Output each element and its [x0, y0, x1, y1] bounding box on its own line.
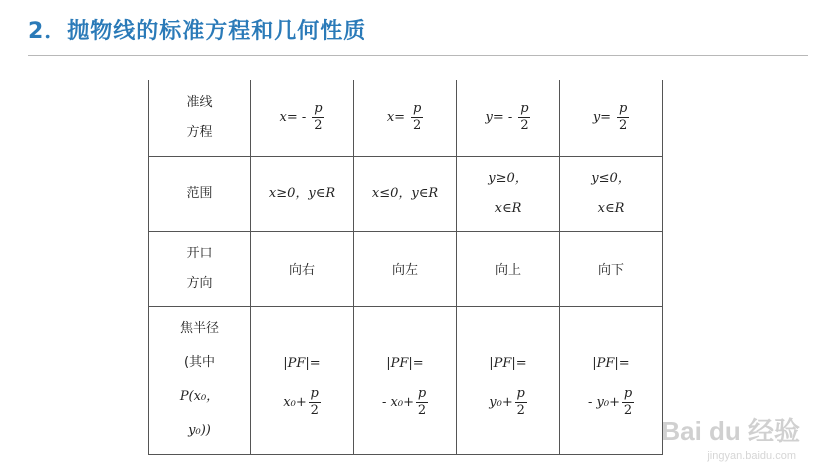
- focal-radius-label: |PF|=: [592, 355, 630, 371]
- equation-prefix: - x₀+: [382, 394, 414, 410]
- table-cell: [560, 231, 663, 306]
- range-text: y≥0，: [488, 170, 528, 186]
- watermark-brand: Bai du 经验: [661, 416, 800, 446]
- direction-text: 向左: [391, 263, 418, 278]
- fraction-denominator: 2: [623, 402, 633, 418]
- fraction-denominator: 2: [310, 402, 319, 418]
- focal-radius-label: |PF|=: [283, 355, 321, 371]
- fraction: [518, 101, 530, 134]
- row-header-line: 方程: [186, 124, 213, 140]
- row-header-line: (其中: [183, 355, 216, 370]
- table-cell: [251, 306, 354, 454]
- focal-radius-label: |PF|=: [386, 355, 424, 371]
- fraction: [312, 101, 324, 134]
- fraction-numerator: p: [619, 101, 628, 117]
- table-cell: [560, 156, 663, 231]
- fraction-numerator: p: [314, 101, 323, 117]
- row-header: [149, 80, 251, 156]
- fraction: [411, 101, 423, 134]
- equation-prefix: x=: [386, 110, 410, 126]
- fraction-numerator: p: [516, 385, 525, 401]
- range-text: x≥0，y∈R: [268, 185, 336, 201]
- fraction: [309, 386, 321, 419]
- table-cell: [251, 80, 354, 156]
- table-cell: [354, 231, 457, 306]
- fraction-numerator: p: [417, 385, 427, 401]
- fraction-denominator: 2: [520, 118, 529, 134]
- table-row-range: [149, 156, 663, 231]
- focal-radius-label: |PF|=: [489, 355, 527, 371]
- row-header-line: 准线: [186, 94, 213, 110]
- fraction-numerator: p: [520, 101, 529, 117]
- range-text: x∈R: [494, 200, 522, 216]
- equation-prefix: y=: [592, 110, 616, 126]
- row-header-line: y₀)): [188, 423, 211, 438]
- fraction-numerator: p: [623, 385, 633, 401]
- fraction: [622, 386, 634, 419]
- fraction: [515, 386, 527, 419]
- table-cell: [457, 231, 560, 306]
- table-cell: [560, 306, 663, 454]
- range-text: y≤0，: [591, 170, 631, 186]
- table-cell: [354, 156, 457, 231]
- fraction-numerator: p: [413, 101, 422, 117]
- equation-prefix: y= -: [485, 110, 517, 126]
- fraction: [416, 386, 428, 419]
- row-header-line: 焦半径: [179, 321, 219, 336]
- range-text: x≤0，y∈R: [371, 185, 439, 201]
- row-header: [149, 156, 251, 231]
- row-header: [149, 306, 251, 454]
- table-row-directrix: [149, 80, 663, 156]
- direction-text: 向上: [494, 263, 521, 278]
- fraction-denominator: 2: [413, 118, 422, 134]
- table-row-direction: [149, 231, 663, 306]
- direction-text: 向下: [597, 263, 624, 278]
- equation-prefix: x= -: [279, 110, 311, 126]
- parabola-properties-table: [148, 80, 663, 455]
- direction-text: 向右: [288, 263, 315, 278]
- row-header-line: 范围: [186, 185, 213, 201]
- table-cell: [457, 80, 560, 156]
- fraction-denominator: 2: [417, 402, 427, 418]
- table-row-focal-radius: [149, 306, 663, 454]
- equation-prefix: x₀+: [283, 394, 307, 410]
- table-cell: [560, 80, 663, 156]
- equation-prefix: - y₀+: [588, 394, 620, 410]
- baidu-watermark-logo: [661, 411, 800, 448]
- fraction-numerator: p: [310, 385, 319, 401]
- row-header: [149, 231, 251, 306]
- fraction: [617, 101, 629, 134]
- fraction-denominator: 2: [516, 402, 525, 418]
- table-cell: [457, 156, 560, 231]
- table-cell: [251, 231, 354, 306]
- fraction-denominator: 2: [619, 118, 628, 134]
- table-cell: [251, 156, 354, 231]
- page-title: 2．抛物线的标准方程和几何性质: [28, 19, 367, 44]
- fraction-denominator: 2: [314, 118, 323, 134]
- table-cell: [354, 80, 457, 156]
- row-header-line: 开口: [186, 245, 213, 261]
- title-divider: [28, 55, 808, 56]
- range-text: x∈R: [597, 200, 625, 216]
- row-header-line: P(x₀，: [179, 389, 220, 404]
- equation-prefix: y₀+: [489, 394, 513, 410]
- watermark-url: jingyan.baidu.com: [707, 450, 796, 462]
- table-cell: [457, 306, 560, 454]
- row-header-line: 方向: [186, 275, 213, 291]
- table-cell: [354, 306, 457, 454]
